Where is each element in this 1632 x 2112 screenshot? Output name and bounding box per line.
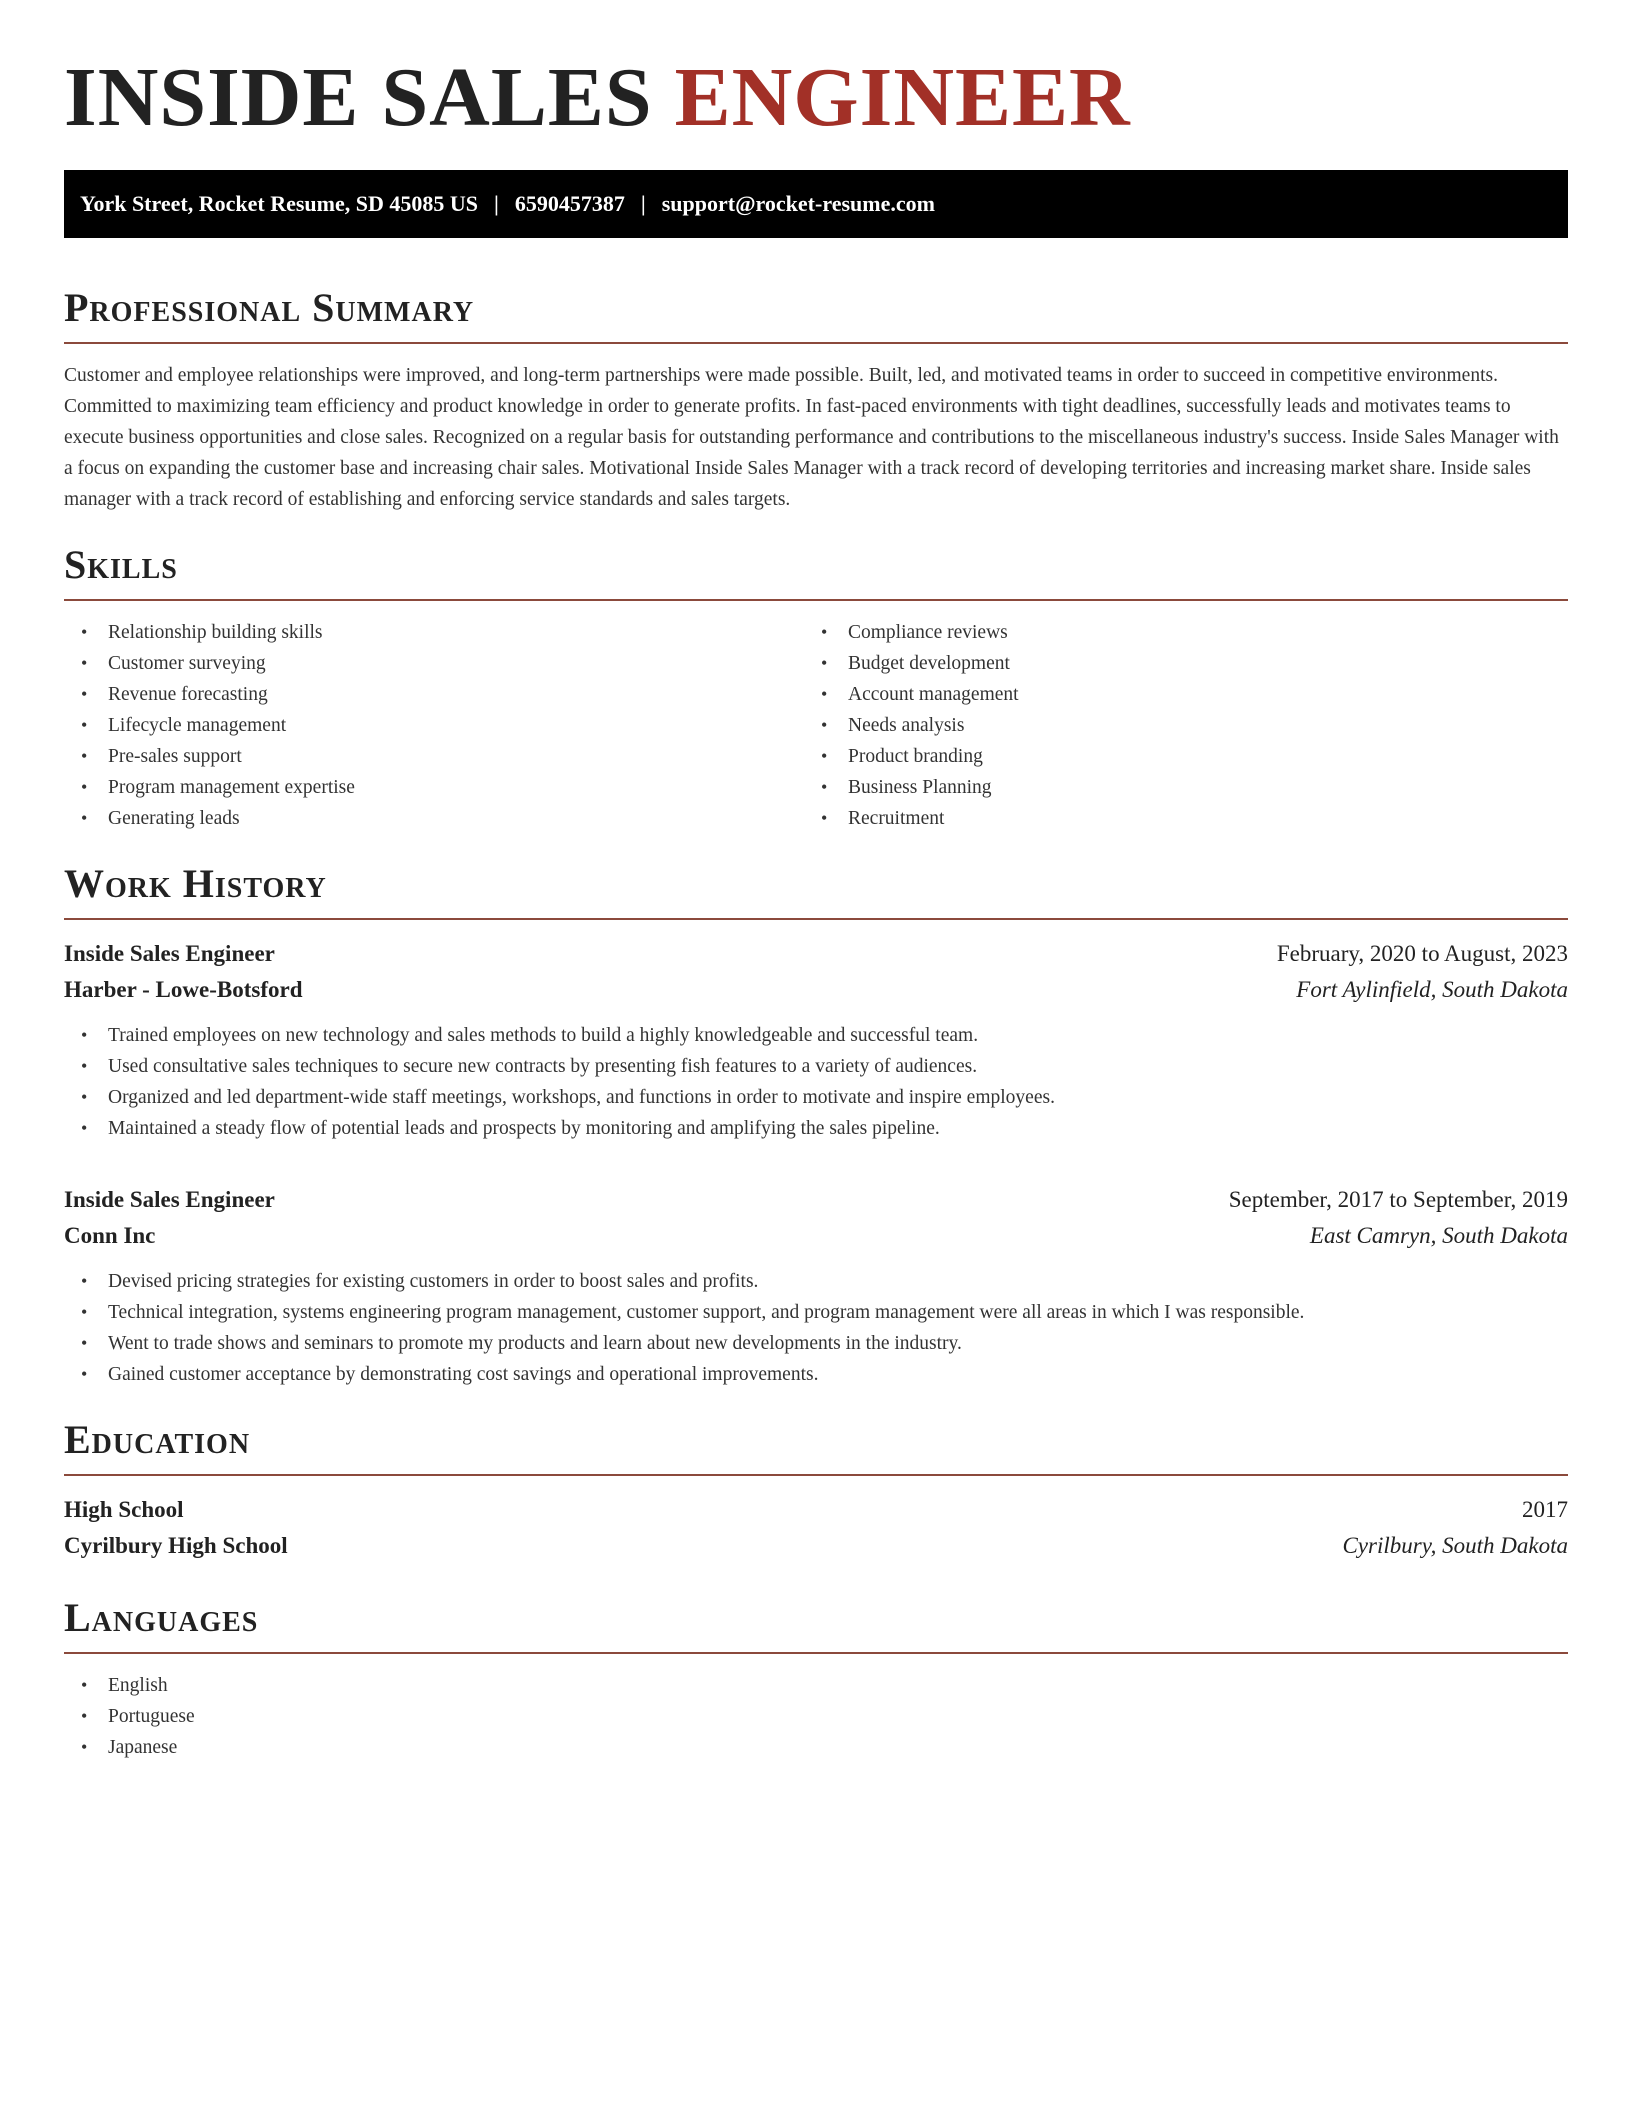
- education-degree: High School: [64, 1497, 184, 1523]
- education-school: Cyrilbury High School: [64, 1533, 288, 1559]
- skill-item: • Customer surveying: [64, 648, 804, 679]
- language-item: • Portuguese: [64, 1701, 1568, 1732]
- skill-item: • Lifecycle management: [64, 710, 804, 741]
- skill-item: • Recruitment: [804, 803, 1544, 834]
- skills-list-left: [64, 617, 804, 834]
- work-history-section: [64, 860, 1568, 1390]
- job-entry: [64, 1182, 1568, 1390]
- name-accent: ENGINEER: [674, 51, 1131, 144]
- section-divider: [64, 1474, 1568, 1476]
- education-entry: [64, 1492, 1568, 1564]
- job-bullet: • Devised pricing strategies for existing customers in order to boost sales and profits.: [64, 1266, 1568, 1297]
- section-divider: [64, 599, 1568, 601]
- education-section: [64, 1416, 1568, 1564]
- skill-item: • Compliance reviews: [804, 617, 1544, 648]
- skill-item: • Budget development: [804, 648, 1544, 679]
- work-history-heading: Work History: [64, 861, 327, 907]
- job-bullet: • Trained employees on new technology and sales methods to build a highly knowledgeable and successful team.: [64, 1020, 1568, 1051]
- skill-item: • Product branding: [804, 741, 1544, 772]
- job-header-row: [64, 936, 1568, 972]
- job-bullets: [64, 1266, 1568, 1390]
- skill-item: • Program management expertise: [64, 772, 804, 803]
- languages-heading: Languages: [64, 1595, 259, 1641]
- skills-columns: [64, 617, 1568, 834]
- skills-section: [64, 541, 1568, 834]
- job-header-row: [64, 1182, 1568, 1218]
- skills-list-right: [804, 617, 1544, 834]
- skill-item: • Business Planning: [804, 772, 1544, 803]
- job-company: Harber - Lowe-Botsford: [64, 977, 303, 1003]
- job-bullet: • Technical integration, systems engineering program management, customer support, and program management were all areas in which I was responsible.: [64, 1297, 1568, 1328]
- summary-section: [64, 284, 1568, 515]
- skill-item: • Pre-sales support: [64, 741, 804, 772]
- job-bullet: • Organized and led department-wide staff meetings, workshops, and functions in order to motivate and inspire employees.: [64, 1082, 1568, 1113]
- section-divider: [64, 342, 1568, 344]
- job-bullets: [64, 1020, 1568, 1144]
- education-heading: Education: [64, 1417, 251, 1463]
- job-role: Inside Sales Engineer: [64, 1187, 275, 1213]
- section-divider: [64, 918, 1568, 920]
- contact-address: York Street, Rocket Resume, SD 45085 US: [80, 191, 478, 217]
- job-dates: February, 2020 to August, 2023: [1276, 941, 1568, 967]
- job-company: Conn Inc: [64, 1223, 156, 1249]
- skills-heading: Skills: [64, 542, 178, 588]
- skill-item: • Account management: [804, 679, 1544, 710]
- education-header-row: [64, 1492, 1568, 1528]
- job-role: Inside Sales Engineer: [64, 941, 275, 967]
- language-item: • English: [64, 1670, 1568, 1701]
- contact-bar: [64, 170, 1568, 238]
- skill-item: • Generating leads: [64, 803, 804, 834]
- contact-phone: 6590457387: [514, 191, 625, 217]
- skill-item: • Needs analysis: [804, 710, 1544, 741]
- section-divider: [64, 1652, 1568, 1654]
- name-main: INSIDE SALES: [64, 51, 653, 144]
- summary-heading: Professional Summary: [64, 285, 475, 331]
- contact-email: support@rocket-resume.com: [661, 191, 935, 217]
- job-company-row: [64, 972, 1568, 1008]
- job-bullet: • Used consultative sales techniques to secure new contracts by presenting fish features to a variety of audiences.: [64, 1051, 1568, 1082]
- job-entry: [64, 936, 1568, 1144]
- education-school-row: [64, 1528, 1568, 1564]
- job-bullet: • Gained customer acceptance by demonstrating cost savings and operational improvements.: [64, 1359, 1568, 1390]
- job-company-row: [64, 1218, 1568, 1254]
- skill-item: • Revenue forecasting: [64, 679, 804, 710]
- languages-section: [64, 1594, 1568, 1763]
- job-bullet: • Went to trade shows and seminars to promote my products and learn about new developments in the industry.: [64, 1328, 1568, 1359]
- contact-separator: |: [640, 191, 646, 217]
- education-year: 2017: [1522, 1497, 1568, 1523]
- summary-text: Customer and employee relationships were improved, and long-term partnerships were made possible. Built, led, and motivated teams in order to succeed in competitive environments. Committed to maximizing team efficiency and product knowledge in order to generate profits. In fast-paced environments with tight deadlines, successfully leads and motivates teams to execute business opportunities and close sales. Recognized on a regular basis for outstanding performance and contributions to the miscellaneous industry's success. Inside Sales Manager with a focus on expanding the customer base and increasing chair sales. Motivational Inside Sales Manager with a track record of developing territories and increasing market share. Inside sales manager with a track record of establishing and enforcing service standards and sales targets.: [64, 365, 1559, 511]
- education-location: Cyrilbury, South Dakota: [1342, 1533, 1568, 1559]
- page-title: [64, 0, 1568, 144]
- languages-list: [64, 1670, 1568, 1763]
- job-bullet: • Maintained a steady flow of potential leads and prospects by monitoring and amplifying the sales pipeline.: [64, 1113, 1568, 1144]
- job-dates: September, 2017 to September, 2019: [1228, 1187, 1568, 1213]
- language-item: • Japanese: [64, 1732, 1568, 1763]
- contact-separator: |: [494, 191, 499, 217]
- job-location: Fort Aylinfield, South Dakota: [1296, 977, 1568, 1003]
- job-location: East Camryn, South Dakota: [1309, 1223, 1568, 1249]
- skill-item: • Relationship building skills: [64, 617, 804, 648]
